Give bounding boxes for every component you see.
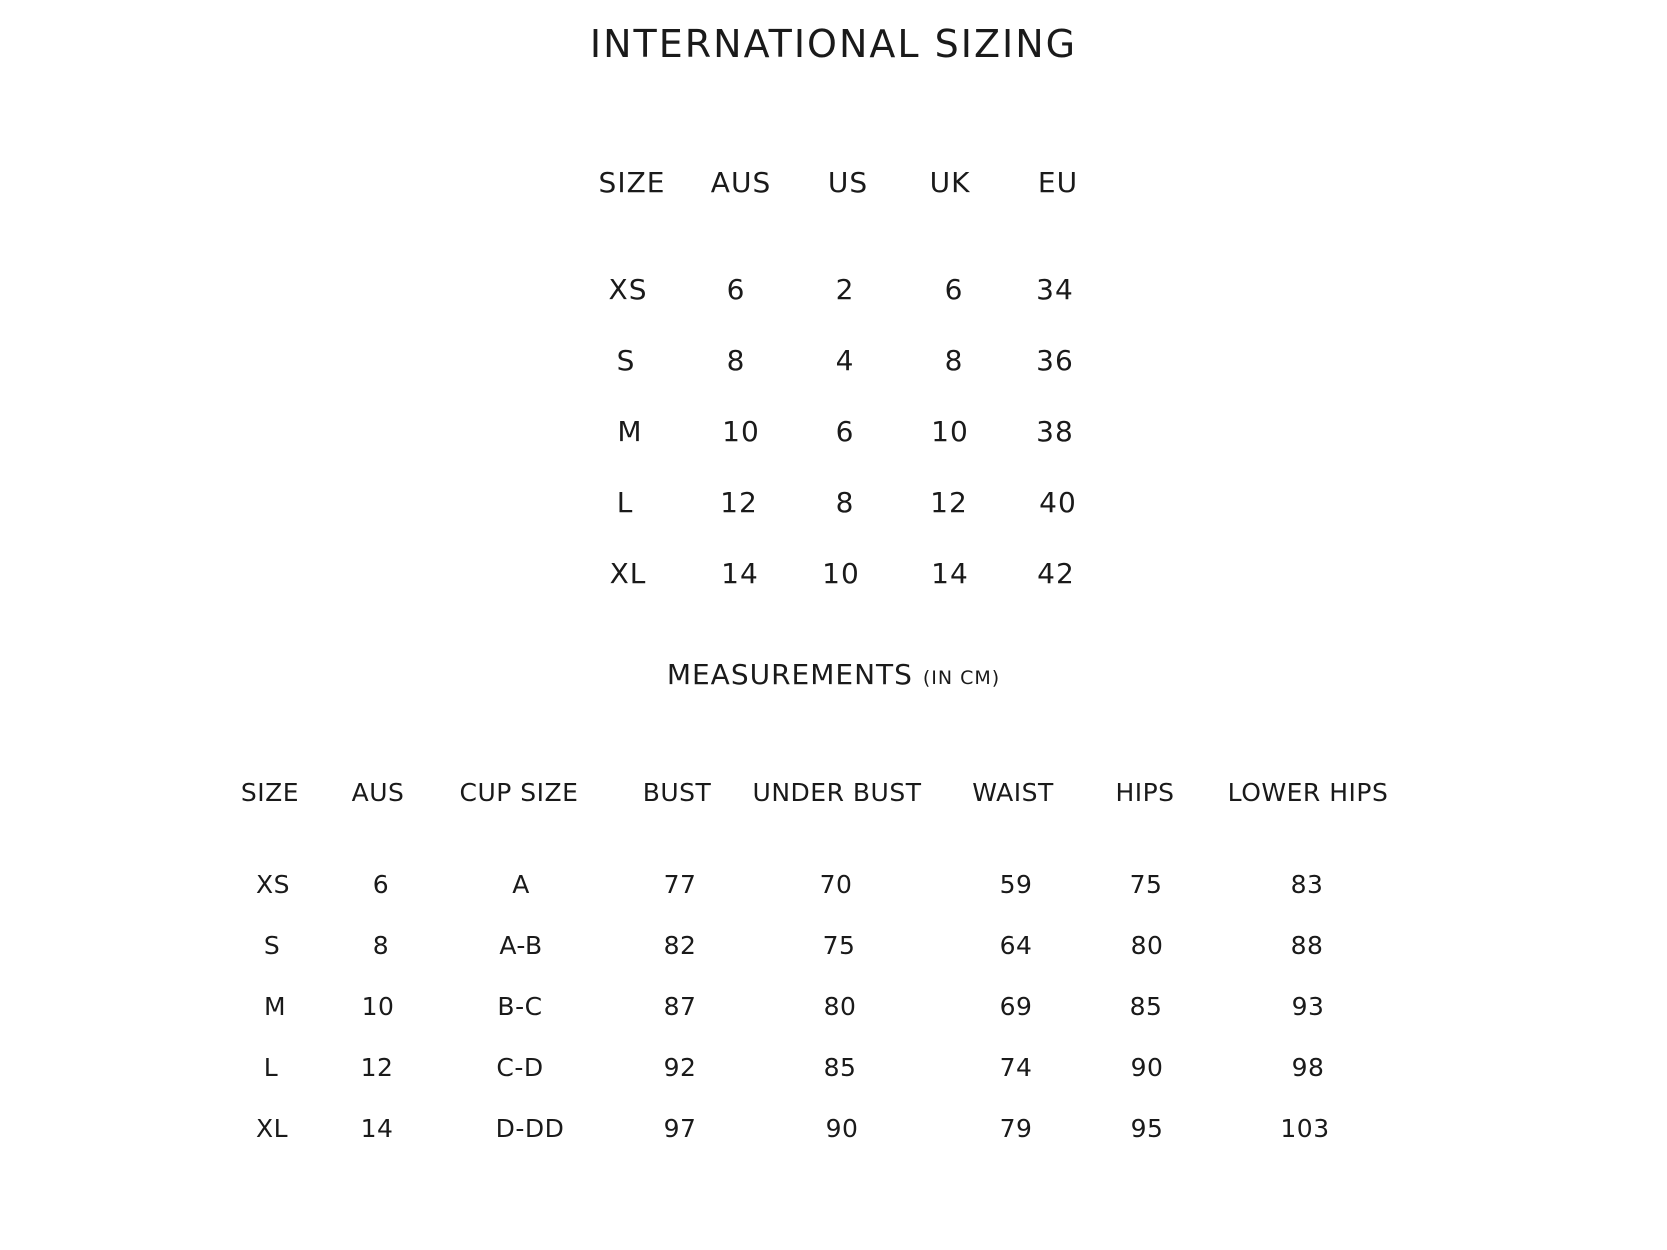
table-cell: XS xyxy=(256,870,290,899)
table-cell: XL xyxy=(255,1114,289,1143)
table-cell: 75 xyxy=(1129,870,1163,899)
table-cell: 85 xyxy=(823,1053,857,1082)
table-cell: M xyxy=(617,415,643,448)
table-cell: XS xyxy=(608,273,648,306)
table-cell: 64 xyxy=(999,931,1033,960)
table-cell: 90 xyxy=(825,1114,859,1143)
table-cell: 34 xyxy=(1036,273,1074,306)
table-cell: 36 xyxy=(1036,344,1074,377)
table-cell: 98 xyxy=(1291,1053,1325,1082)
table-cell: 77 xyxy=(663,870,697,899)
table-cell: 92 xyxy=(663,1053,697,1082)
table-cell: 12 xyxy=(360,1053,394,1082)
table-cell: 6 xyxy=(944,273,964,306)
column-header-lower-hips: LOWER HIPS xyxy=(1227,778,1389,807)
column-header-size: SIZE xyxy=(598,166,666,199)
table-cell: S xyxy=(263,931,281,960)
table-cell: 8 xyxy=(944,344,964,377)
table-cell: 90 xyxy=(1130,1053,1164,1082)
table-cell: 8 xyxy=(372,931,390,960)
table-cell: L xyxy=(616,486,634,519)
table-cell: 87 xyxy=(663,992,697,1021)
table-cell: 14 xyxy=(931,557,969,590)
table-cell: S xyxy=(616,344,636,377)
column-header-under-bust: UNDER BUST xyxy=(752,778,922,807)
table-cell: 103 xyxy=(1280,1114,1330,1143)
table-cell: 10 xyxy=(822,557,860,590)
table-cell: 93 xyxy=(1291,992,1325,1021)
page-title: INTERNATIONAL SIZING xyxy=(589,22,1078,66)
column-header-uk: UK xyxy=(929,166,971,199)
table-cell: 40 xyxy=(1039,486,1077,519)
table-cell: 10 xyxy=(722,415,760,448)
table-cell: 74 xyxy=(999,1053,1033,1082)
table-cell: 6 xyxy=(835,415,855,448)
table-cell: 10 xyxy=(361,992,395,1021)
column-header-us: US xyxy=(827,166,869,199)
table-cell: 80 xyxy=(1130,931,1164,960)
table-cell: B-C xyxy=(497,992,543,1021)
measurements-title: MEASUREMENTS xyxy=(666,658,913,691)
table-cell: 4 xyxy=(835,344,855,377)
table-cell: 59 xyxy=(999,870,1033,899)
table-cell: 6 xyxy=(372,870,390,899)
measurements-heading xyxy=(0,658,1667,691)
table-cell: 83 xyxy=(1290,870,1324,899)
table-cell: 42 xyxy=(1037,557,1075,590)
table-cell: 8 xyxy=(726,344,746,377)
table-cell: 79 xyxy=(999,1114,1033,1143)
table-cell: M xyxy=(263,992,287,1021)
column-header-bust: BUST xyxy=(642,778,712,807)
table-cell: 14 xyxy=(721,557,759,590)
table-cell: 14 xyxy=(360,1114,394,1143)
table-cell: 82 xyxy=(663,931,697,960)
table-cell: 10 xyxy=(931,415,969,448)
table-cell: 95 xyxy=(1130,1114,1164,1143)
table-cell: C-D xyxy=(496,1053,544,1082)
column-header-aus: AUS xyxy=(351,778,405,807)
table-cell: 8 xyxy=(835,486,855,519)
table-cell: 75 xyxy=(822,931,856,960)
table-cell: L xyxy=(263,1053,279,1082)
column-header-eu: EU xyxy=(1037,166,1079,199)
column-header-aus: AUS xyxy=(710,166,772,199)
table-cell: 38 xyxy=(1036,415,1074,448)
table-cell: 2 xyxy=(835,273,855,306)
table-cell: 88 xyxy=(1290,931,1324,960)
table-cell: 97 xyxy=(663,1114,697,1143)
table-cell: 12 xyxy=(930,486,968,519)
table-cell: 70 xyxy=(819,870,853,899)
table-cell: A-B xyxy=(499,931,543,960)
column-header-size: SIZE xyxy=(240,778,300,807)
table-cell: 6 xyxy=(726,273,746,306)
column-header-hips: HIPS xyxy=(1115,778,1175,807)
table-cell: XL xyxy=(609,557,647,590)
table-cell: A xyxy=(512,870,530,899)
table-cell: D-DD xyxy=(495,1114,565,1143)
measurements-unit: (IN CM) xyxy=(922,667,1001,689)
column-header-waist: WAIST xyxy=(972,778,1054,807)
table-cell: 80 xyxy=(823,992,857,1021)
column-header-cup-size: CUP SIZE xyxy=(459,778,579,807)
table-cell: 85 xyxy=(1129,992,1163,1021)
table-cell: 12 xyxy=(720,486,758,519)
table-cell: 69 xyxy=(999,992,1033,1021)
